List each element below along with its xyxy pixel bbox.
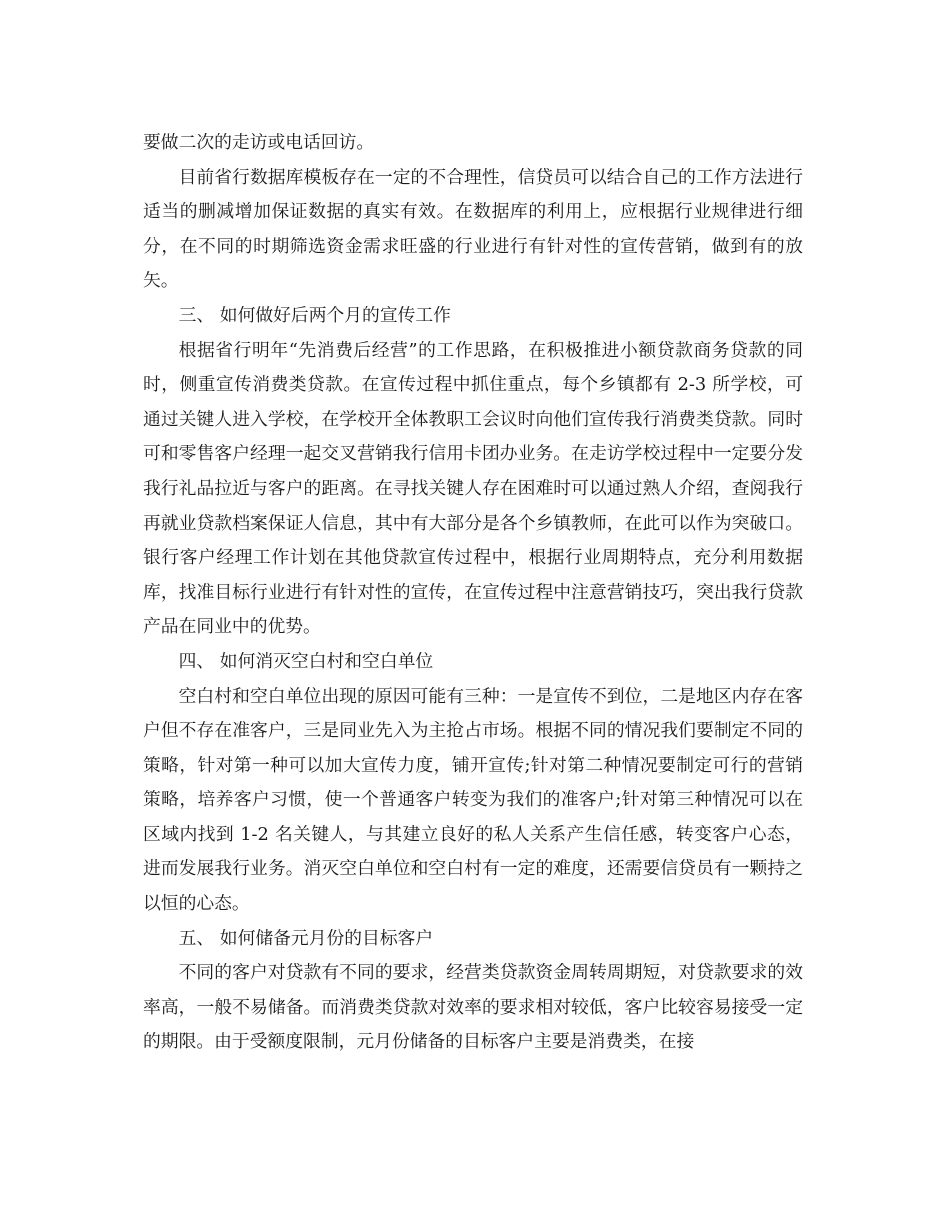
document-body <box>143 126 803 1060</box>
paragraph-continuation: 要做二次的走访或电话回访。 <box>143 132 375 153</box>
paragraph-promotion-work: 根据省行明年“先消费后经营”的工作思路，在积极推进小额贷款商务贷款的同时，侧重宣传消费类贷款。在宣传过程中抓住重点，每个乡镇都有 2-3 所学校，可通过关键人进入学校，在学校开全体教职工会议时向他们宣传我行消费类贷款。同时可和零售客户经理一起交叉营销我行信用卡团办业务。在走访学校过程中一定要分发我行礼品拉近与客户的距离。在寻找关键人存在困难时可以通过熟人介绍，查阅我行再就业贷款档案保证人信息，其中有大部分是各个乡镇教师，在此可以作为突破口。银行客户经理工作计划在其他贷款宣传过程中，根据行业周期特点，充分利用数据库，找准目标行业进行有针对性的宣传，在宣传过程中注意营销技巧，突出我行贷款产品在同业中的优势。 <box>143 339 803 638</box>
paragraph-target-customers: 不同的客户对贷款有不同的要求，经营类贷款资金周转周期短，对贷款要求的效率高，一般不易储备。而消费类贷款对效率的要求相对较低，客户比较容易接受一定的期限。由于受额度限制，元月份储备的目标客户主要是消费类，在接 <box>143 962 803 1053</box>
section-heading-five: 五、 如何储备元月份的目标客户 <box>178 927 434 949</box>
section-heading-three: 三、 如何做好后两个月的宣传工作 <box>178 304 451 326</box>
section-heading-four: 四、 如何消灭空白村和空白单位 <box>178 650 434 672</box>
paragraph-blank-villages: 空白村和空白单位出现的原因可能有三种：一是宣传不到位，二是地区内存在客户但不存在准客户，三是同业先入为主抢占市场。根据不同的情况我们要制定不同的策略，针对第一种可以加大宣传力度，铺开宣传;针对第二种情况要制定可行的营销策略，培养客户习惯，使一个普通客户转变为我们的准客户;针对第三种情况可以在区域内找到 1-2 名关键人，与其建立良好的私人关系产生信任感，转变客户心态，进而发展我行业务。消灭空白单位和空白村有一定的难度，还需要信贷员有一颗持之以恒的心态。 <box>143 685 803 915</box>
paragraph-database-template: 目前省行数据库模板存在一定的不合理性，信贷员可以结合自己的工作方法进行适当的删减增加保证数据的真实有效。在数据库的利用上，应根据行业规律进行细分，在不同的时期筛选资金需求旺盛的行业进行有针对性的宣传营销，做到有的放矢。 <box>143 166 803 292</box>
